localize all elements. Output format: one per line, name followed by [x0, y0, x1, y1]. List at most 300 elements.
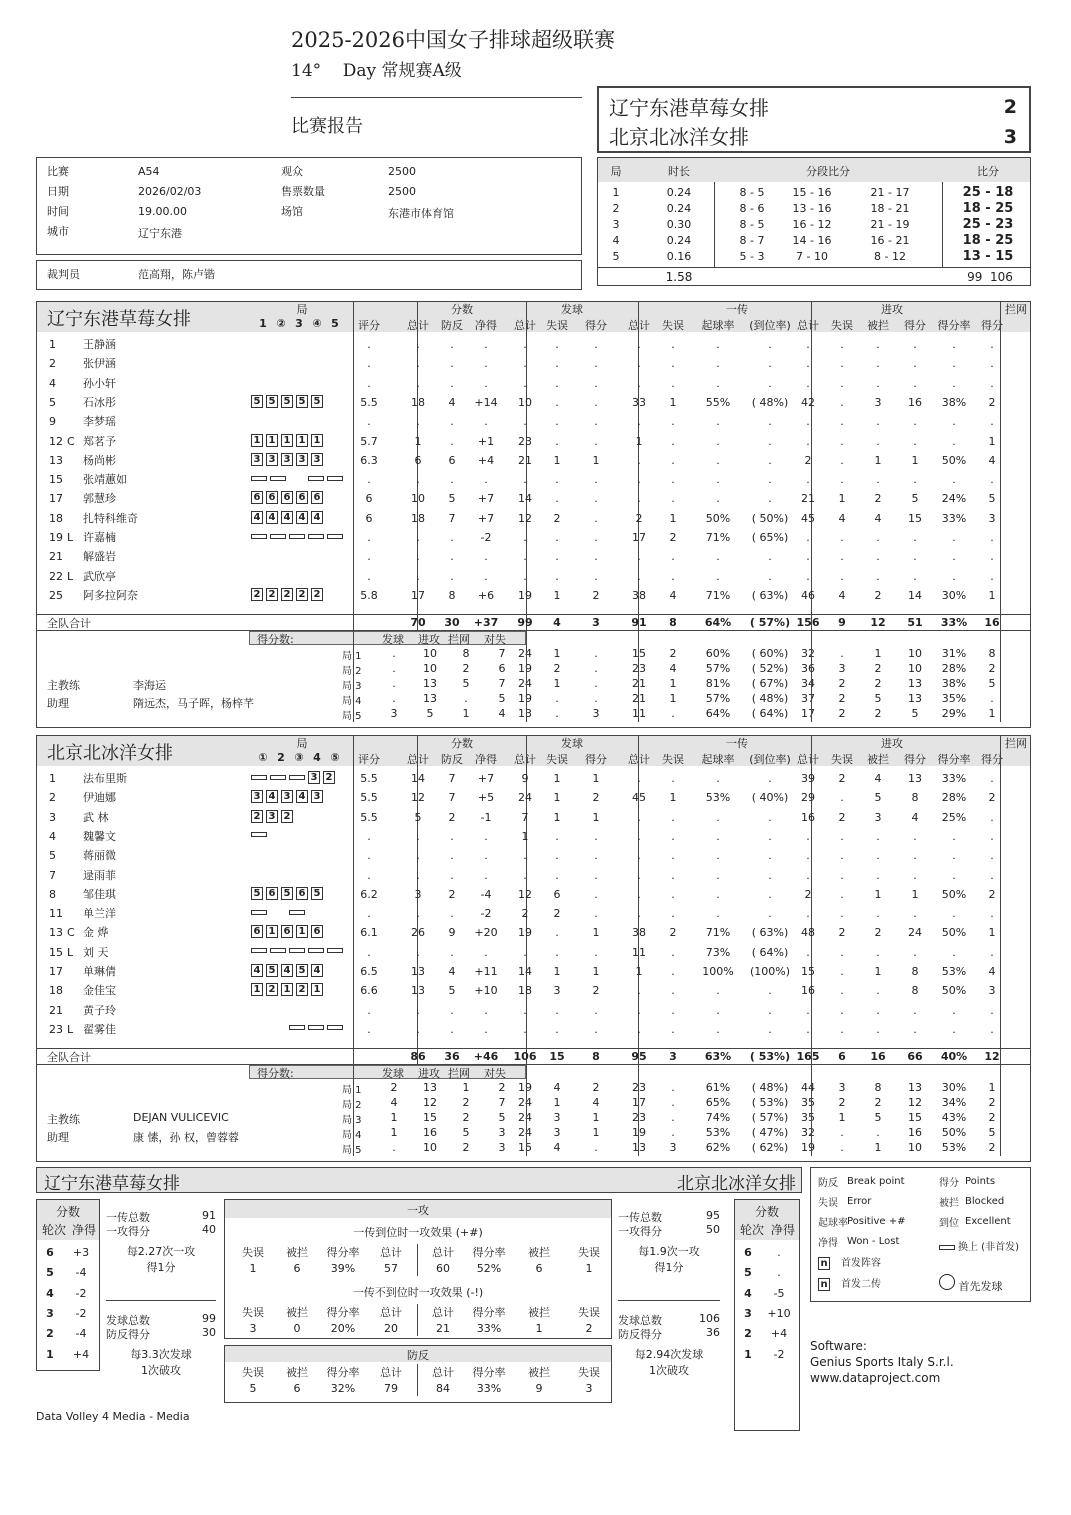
stat-cell: +6 — [477, 588, 495, 602]
stat-cell: (100%) — [749, 965, 791, 978]
set-stat-cell: 19 — [518, 1081, 532, 1094]
position-box: 2 — [296, 588, 308, 601]
player-row[interactable] — [37, 394, 1030, 412]
stat-cell: 71% — [705, 588, 731, 602]
info-label: 日期 — [47, 185, 69, 198]
player-row[interactable] — [37, 548, 1030, 566]
stat-cell: . — [913, 849, 917, 863]
stat-cell: . — [716, 357, 720, 371]
player-name: 扎特科维奇 — [83, 511, 138, 525]
stat-cell: . — [806, 338, 810, 351]
stat-cell: . — [523, 1022, 527, 1036]
stat-cell: . — [523, 415, 527, 429]
set-stat-cell: 2 — [592, 1081, 600, 1094]
stat-cell: . — [840, 1003, 844, 1017]
software-company: Genius Sports Italy S.r.l. — [810, 1355, 954, 1369]
player-row[interactable] — [37, 336, 1030, 354]
player-row[interactable] — [37, 770, 1030, 788]
stat-cell: . — [768, 868, 772, 882]
stat-cell: 50% — [941, 926, 967, 940]
substitute-icon — [289, 910, 305, 915]
starting-positions — [251, 770, 338, 784]
position-box: 2 — [281, 810, 293, 823]
player-row[interactable] — [37, 471, 1030, 489]
rotation-number: 5 — [46, 1266, 54, 1280]
set-stat-cell: 8 — [874, 1081, 882, 1094]
starting-positions — [251, 471, 346, 484]
stat-cell: . — [555, 434, 559, 448]
player-row[interactable] — [37, 905, 1030, 923]
position-box: 3 — [251, 453, 263, 466]
home-rotation-box — [36, 1199, 100, 1371]
col-header: 防反 — [441, 753, 463, 766]
stat-cell: 5 — [988, 492, 996, 506]
player-row[interactable] — [37, 490, 1030, 508]
player-row[interactable] — [37, 847, 1030, 865]
player-row[interactable] — [37, 944, 1030, 962]
set-stat-cell: . — [594, 692, 598, 705]
stat-cell: . — [876, 415, 880, 429]
stat-cell: . — [990, 868, 994, 882]
home-team-name: 辽宁东港草莓女排 — [609, 96, 769, 120]
group-header: 局 — [296, 737, 308, 750]
stat-cell: . — [416, 907, 420, 921]
set-stat-cell: 4 — [553, 1081, 561, 1094]
player-row[interactable] — [37, 355, 1030, 373]
player-number: 15 — [49, 473, 63, 487]
stat-cell: . — [952, 415, 956, 429]
stat-cell: . — [840, 550, 844, 564]
stat-cell: 1 — [553, 588, 561, 602]
total-cell: 64% — [704, 616, 732, 629]
referee-value: 范高翔，陈卢锴 — [138, 268, 215, 281]
stat-cell: . — [768, 338, 772, 351]
stat-cell: . — [806, 376, 810, 390]
player-row[interactable] — [37, 433, 1030, 451]
player-row[interactable] — [37, 510, 1030, 528]
player-number: 1 — [49, 772, 56, 785]
set-stat-cell: 57% — [705, 662, 731, 675]
set-mark: ③ — [294, 751, 304, 764]
stat-cell: . — [637, 810, 641, 824]
player-row[interactable] — [37, 452, 1030, 470]
stat-cell: . — [367, 569, 371, 583]
set-pts-cell: 13 — [423, 692, 437, 705]
col-header: 被拦 — [867, 319, 889, 332]
set-pts-cell: 7 — [498, 1096, 506, 1109]
stat-cell: . — [637, 492, 641, 506]
stat-cell: . — [594, 492, 598, 506]
value: 30 — [202, 1326, 216, 1339]
stat-cell: +10 — [474, 984, 498, 998]
rotation-net: -2 — [773, 1347, 785, 1361]
stat-cell: . — [990, 772, 994, 785]
player-name: 孙小轩 — [83, 376, 116, 390]
total-label: 全队合计 — [47, 617, 91, 630]
stat-cell: ( 64%) — [751, 945, 789, 959]
set-stat-cell: . — [594, 1141, 598, 1154]
player-name: 李梦瑶 — [83, 415, 116, 429]
stat-cell: . — [876, 338, 880, 351]
player-row[interactable] — [37, 529, 1030, 547]
stat-cell: . — [806, 849, 810, 863]
label: 防反得分 — [106, 1328, 150, 1341]
set-pts-cell: . — [392, 692, 396, 705]
stat-cell: . — [806, 550, 810, 564]
player-row[interactable] — [37, 1021, 1030, 1039]
stat-cell: . — [555, 357, 559, 371]
set-pts-cell: 7 — [498, 677, 506, 690]
col-label: 得分率 — [326, 1306, 360, 1319]
stat-cell: . — [555, 945, 559, 959]
position-box: 3 — [281, 790, 293, 803]
set-stat-cell: 1 — [669, 692, 677, 705]
stat-cell: 1 — [911, 887, 919, 901]
set-stat-cell: 21 — [632, 692, 646, 705]
stat-cell: . — [876, 376, 880, 390]
col-label: 被拦 — [528, 1366, 550, 1379]
stat-cell: 4 — [988, 965, 996, 978]
player-row[interactable] — [37, 413, 1030, 431]
set-stat-cell: . — [594, 677, 598, 690]
stat-cell: . — [594, 1003, 598, 1017]
set-stat-cell: 32 — [801, 1126, 815, 1139]
set-stat-cell: 57% — [705, 692, 731, 705]
stat-cell: . — [637, 849, 641, 863]
stat-cell: . — [671, 810, 675, 824]
set-stat-cell: 2 — [988, 662, 996, 675]
set-cell: 8 - 5 — [739, 186, 765, 199]
stat-cell: 1 — [592, 810, 600, 824]
stat-cell: . — [716, 492, 720, 506]
stat-cell: . — [952, 1003, 956, 1017]
stat-cell: . — [450, 907, 454, 921]
assistant-coaches: 康 愫，孙 权，曾蓉蓉 — [133, 1131, 239, 1144]
stat-cell: . — [768, 376, 772, 390]
stat-cell: . — [671, 965, 675, 978]
stat-cell: . — [594, 338, 598, 351]
coach-label: 主教练 — [47, 1113, 80, 1126]
set-mark: 5 — [331, 317, 339, 330]
stat-cell: . — [876, 1003, 880, 1017]
group-header: 拦网 — [1005, 737, 1027, 750]
set-stat-cell: 2 — [838, 707, 846, 720]
stat-cell: . — [637, 1003, 641, 1017]
stat-cell: . — [876, 357, 880, 371]
starting-positions — [251, 587, 326, 601]
set-stat-cell: 11 — [632, 707, 646, 720]
set-stat-cell: . — [555, 707, 559, 720]
player-number: 17 — [49, 492, 63, 506]
legend-setter-label: 首发二传 — [841, 1279, 881, 1290]
stat-cell: . — [990, 1003, 994, 1017]
stat-cell: . — [594, 868, 598, 882]
player-row[interactable] — [37, 1002, 1030, 1020]
set-pts-cell: 16 — [423, 1126, 437, 1139]
set-stat-cell: 24 — [518, 1096, 532, 1109]
set-score: 25 - 18 — [962, 185, 1014, 200]
stat-cell: -2 — [480, 907, 492, 921]
position-box: 4 — [281, 511, 293, 524]
set-cell: 3 — [612, 218, 620, 231]
stat-cell: 1 — [911, 453, 919, 467]
stat-cell: -4 — [480, 887, 492, 901]
position-box: 2 — [266, 983, 278, 996]
stat-cell: . — [876, 984, 880, 998]
stat-cell: 33% — [941, 511, 967, 525]
col-header: 总计 — [797, 753, 819, 766]
stat-cell: 5.8 — [360, 588, 378, 602]
set-stat-cell: . — [671, 1126, 675, 1139]
set-cell: 15 - 16 — [792, 186, 832, 199]
player-row[interactable] — [37, 809, 1030, 827]
position-box: 5 — [311, 395, 323, 408]
col-label: 失误 — [242, 1306, 264, 1319]
match-info-box — [36, 157, 582, 255]
set-scores-box — [597, 157, 1031, 286]
first-serve-circle-icon — [939, 1274, 955, 1290]
set-mark: ① — [258, 751, 268, 764]
set-stat-cell: 1 — [988, 707, 996, 720]
set-pts-cell: 5 — [498, 692, 506, 705]
stat-value: 57 — [384, 1262, 398, 1275]
rotation-number: 2 — [744, 1327, 752, 1341]
referee-box — [36, 260, 582, 290]
stat-cell: . — [768, 887, 772, 901]
set-cell: 1 — [612, 186, 620, 199]
stat-value: 6 — [293, 1262, 301, 1275]
stat-cell: 1 — [592, 926, 600, 940]
position-box: 6 — [281, 925, 293, 938]
set-stat-cell: 35 — [801, 1096, 815, 1109]
stat-value: 21 — [436, 1322, 450, 1335]
stat-cell: . — [716, 772, 720, 785]
set-cell: 0.24 — [666, 186, 692, 199]
stat-cell: . — [952, 531, 956, 544]
set-stat-cell: 1 — [988, 1081, 996, 1094]
player-name: 蒋丽微 — [83, 849, 116, 863]
rotation-number: 4 — [744, 1286, 752, 1300]
position-box: 5 — [296, 964, 308, 977]
legend-key: 被拦 — [939, 1198, 959, 1209]
substitute-icon — [289, 534, 305, 539]
substitute-icon — [251, 476, 267, 481]
home-reception-summary — [106, 1209, 216, 1275]
position-box: 5 — [281, 887, 293, 900]
set-stat-cell: ( 48%) — [751, 1081, 789, 1094]
player-row[interactable] — [37, 568, 1030, 586]
stat-cell: . — [716, 829, 720, 843]
set-stat-cell: 1 — [592, 1126, 600, 1139]
note: 1次破攻 — [649, 1364, 689, 1377]
label: 一传总数 — [106, 1211, 150, 1224]
starting-positions — [251, 944, 346, 957]
stat-cell: 16 — [801, 810, 815, 824]
set-label: 局 3 — [342, 681, 362, 692]
total-cell: 4 — [553, 616, 561, 629]
stat-cell: -1 — [480, 810, 492, 824]
stat-cell: . — [671, 1022, 675, 1036]
set-stat-cell: 65% — [705, 1096, 731, 1109]
label: 一传总数 — [618, 1211, 662, 1224]
stat-cell: . — [637, 376, 641, 390]
score-hdr: 得分数: — [257, 1067, 294, 1080]
stat-cell: 7 — [521, 810, 529, 824]
player-row[interactable] — [37, 963, 1030, 981]
stat-cell: . — [768, 569, 772, 583]
stat-cell: . — [876, 907, 880, 921]
stat-cell: . — [716, 376, 720, 390]
set-stat-cell: 53% — [941, 1141, 967, 1154]
player-row[interactable] — [37, 924, 1030, 942]
player-row[interactable] — [37, 375, 1030, 393]
stat-cell: . — [416, 415, 420, 429]
stat-value: 1 — [585, 1262, 593, 1275]
stat-cell: . — [367, 829, 371, 843]
stat-cell: 14 — [518, 965, 532, 978]
set-stat-cell: 5 — [911, 707, 919, 720]
player-row[interactable] — [37, 867, 1030, 885]
position-box: 6 — [251, 925, 263, 938]
legend-desc: Points — [965, 1176, 996, 1187]
stat-cell: 39 — [801, 772, 815, 785]
stat-cell: 3 — [988, 984, 996, 998]
value: 40 — [202, 1223, 216, 1236]
stat-cell: 8 — [911, 984, 919, 998]
set-stat-cell: 19 — [801, 1141, 815, 1154]
stat-cell: . — [876, 550, 880, 564]
stat-cell: . — [450, 829, 454, 843]
stat-value: 1 — [249, 1262, 257, 1275]
stat-cell: . — [367, 849, 371, 863]
set-stat-cell: 1 — [838, 1111, 846, 1124]
stat-cell: 14 — [411, 772, 425, 785]
legend-key: 起球率 — [818, 1218, 848, 1229]
position-box: 3 — [308, 771, 320, 784]
stat-cell: . — [913, 1003, 917, 1017]
stat-cell: 16 — [908, 395, 922, 409]
summary-home-name: 辽宁东港草莓女排 — [44, 1174, 180, 1194]
stat-cell: . — [806, 569, 810, 583]
stat-cell: . — [876, 473, 880, 487]
position-box: 1 — [266, 434, 278, 447]
stat-cell: . — [416, 1003, 420, 1017]
col-header: 得分 — [585, 753, 607, 766]
set-stat-cell: 5 — [988, 1126, 996, 1139]
stat-cell: . — [450, 1022, 454, 1036]
total-cell: 15 — [549, 1050, 565, 1063]
stat-cell: 3 — [874, 810, 882, 824]
set-stat-cell: 15 — [908, 1111, 922, 1124]
set-stat-cell: 38% — [941, 677, 967, 690]
stat-value: 33% — [476, 1322, 502, 1335]
set-stat-cell: 1 — [553, 677, 561, 690]
stat-cell: 24 — [518, 791, 532, 805]
software-url[interactable]: www.dataproject.com — [810, 1371, 941, 1385]
legend-desc: Excellent — [965, 1216, 1011, 1227]
substitute-icon — [270, 476, 286, 481]
stat-cell: . — [716, 907, 720, 921]
position-box: 3 — [311, 790, 323, 803]
total-cell: 3 — [669, 1050, 677, 1063]
stat-cell: 1 — [669, 395, 677, 409]
stat-cell: . — [768, 492, 772, 506]
set-stat-cell: 2 — [988, 1111, 996, 1124]
starting-positions — [251, 789, 326, 803]
footer-text: Data Volley 4 Media - Media — [36, 1410, 190, 1423]
substitute-icon — [289, 948, 305, 953]
set-stat-cell: 4 — [669, 662, 677, 675]
set-stat-cell: 64% — [705, 707, 731, 720]
position-box: 5 — [311, 887, 323, 900]
stat-cell: +20 — [474, 926, 498, 940]
stat-cell: 1 — [553, 810, 561, 824]
total-cell: ( 53%) — [749, 1050, 791, 1063]
set-stat-cell: ( 62%) — [751, 1141, 789, 1154]
player-row[interactable] — [37, 982, 1030, 1000]
stat-cell: . — [367, 1022, 371, 1036]
player-number: 18 — [49, 984, 63, 998]
set-cell: 8 - 12 — [874, 250, 906, 263]
stat-cell: . — [990, 415, 994, 429]
set-pts-cell: 10 — [423, 662, 437, 675]
stat-cell: . — [416, 357, 420, 371]
position-box: 6 — [251, 491, 263, 504]
col-header: 得分 — [981, 319, 1003, 332]
referee-label: 裁判员 — [47, 268, 80, 281]
player-row[interactable] — [37, 886, 1030, 904]
set-cell: 0.24 — [666, 234, 692, 247]
substitute-icon — [251, 775, 267, 780]
assistant-label: 助理 — [47, 1131, 69, 1144]
head-coach: 李海运 — [133, 679, 166, 692]
substitute-icon — [270, 775, 286, 780]
stat-cell: 1 — [553, 453, 561, 467]
set-pts-cell: 10 — [423, 647, 437, 660]
note: 得1分 — [146, 1261, 176, 1274]
stat-cell: . — [952, 829, 956, 843]
stat-cell: . — [840, 965, 844, 978]
stat-cell: . — [990, 473, 994, 487]
position-box: 6 — [266, 491, 278, 504]
info-label: 城市 — [47, 225, 69, 238]
stat-cell: . — [840, 531, 844, 544]
col-header: 失误 — [831, 319, 853, 332]
stat-cell: 4 — [874, 772, 882, 785]
col-header: 得分率 — [937, 753, 971, 766]
stat-cell: . — [416, 338, 420, 351]
stat-cell: . — [840, 868, 844, 882]
player-name: 黄子玲 — [83, 1003, 116, 1017]
player-row[interactable] — [37, 828, 1030, 846]
player-number: 3 — [49, 810, 56, 824]
col-header: 失误 — [662, 753, 684, 766]
group-header: 发球 — [561, 303, 583, 316]
stat-cell: . — [637, 887, 641, 901]
stat-cell: 2 — [592, 588, 600, 602]
stat-cell: . — [716, 1003, 720, 1017]
col-header: 总计 — [514, 319, 536, 332]
player-row[interactable] — [37, 587, 1030, 605]
player-name: 王静涵 — [83, 338, 116, 351]
player-row[interactable] — [37, 789, 1030, 807]
group-header: 发球 — [561, 737, 583, 750]
stat-value: 3 — [585, 1382, 593, 1395]
stat-cell: 53% — [941, 965, 967, 978]
col-header: 失误 — [831, 753, 853, 766]
note: 1次破攻 — [141, 1364, 181, 1377]
set-pts-cell: 4 — [390, 1096, 398, 1109]
